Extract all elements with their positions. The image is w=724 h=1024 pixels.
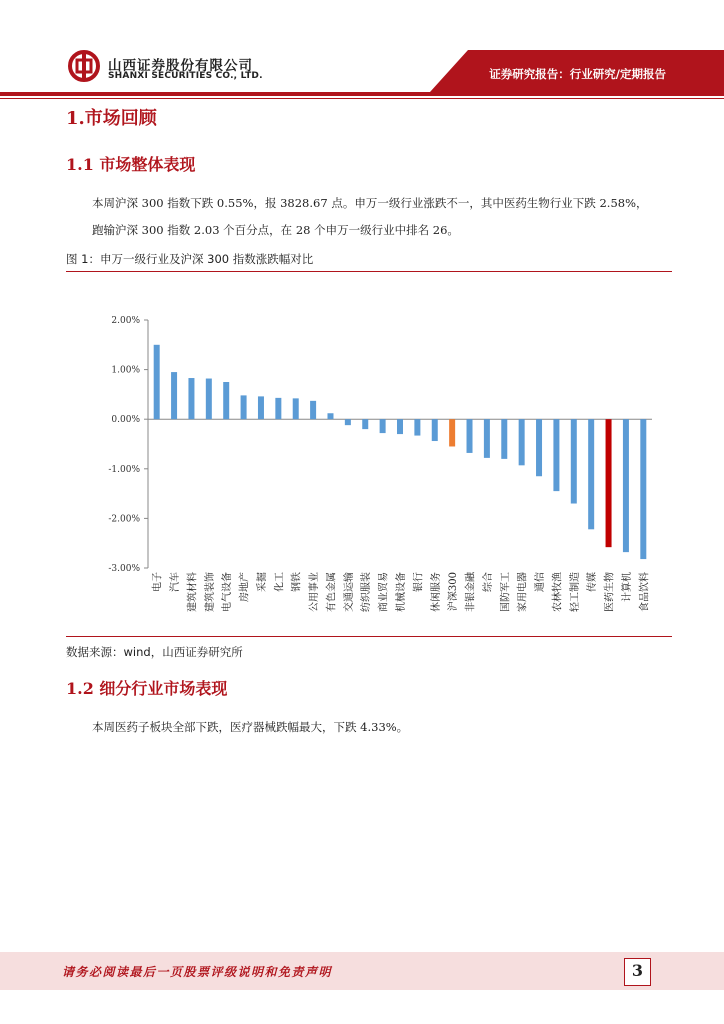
x-tick-label: 钢铁 [291,572,303,592]
bar-非银金融 [467,419,473,453]
x-tick-label: 汽车 [170,572,182,592]
y-tick-label: 1.00% [111,365,140,376]
section-title-overall-performance: 1.1 市场整体表现 [66,155,196,174]
bar-交通运输 [345,419,351,425]
company-logo-icon [68,50,100,82]
bar-计算机 [623,419,629,552]
bar-series [154,345,647,559]
bar-机械设备 [397,419,403,434]
bar-电子 [154,345,160,419]
bar-食品饮料 [640,419,646,559]
y-axis [108,316,652,574]
bar-建筑材料 [188,378,194,419]
overall-paragraph-line-2: 跑输沪深 300 指数 2.03 个百分点，在 28 个申万一级行业中排名 26。 [92,223,459,237]
bar-建筑装饰 [206,379,212,420]
bar-采掘 [258,396,264,419]
page-header [0,0,724,100]
bar-纺织服装 [362,419,368,429]
x-tick-label: 建筑材料 [187,572,199,612]
x-tick-label: 食品饮料 [639,572,651,612]
bar-汽车 [171,372,177,419]
x-tick-label: 建筑装饰 [204,572,216,612]
bar-电气设备 [223,382,229,419]
section-title-market-review: 1.市场回顾 [66,108,157,129]
x-tick-label: 纺织服装 [361,572,373,612]
bar-有色金属 [327,413,333,419]
page-number-box [624,958,651,986]
bar-公用事业 [310,401,316,419]
x-tick-label: 农林牧渔 [552,572,564,612]
x-axis-labels [151,571,651,612]
x-tick-label: 银行 [413,572,425,592]
y-tick-label: -2.00% [108,514,140,525]
x-tick-label: 交通运输 [343,572,355,612]
header-band [0,0,724,100]
x-tick-label: 沪深300 [448,572,460,612]
bar-化工 [275,398,281,419]
x-tick-label: 机械设备 [396,572,407,612]
footer-disclaimer: 请务必阅读最后一页股票评级说明和免责声明 [62,965,333,979]
report-type-tag: 证券研究报告：行业研究/定期报告 [489,67,666,81]
chart-svg [66,272,672,636]
page-number: 3 [631,961,644,980]
x-tick-label: 有色金属 [326,572,338,612]
company-name-en: SHANXI SECURITIES CO., LTD. [108,71,263,81]
figure-caption: 图 1：申万一级行业及沪深 300 指数涨跌幅对比 [66,252,314,266]
bar-房地产 [241,395,247,419]
section-title-subsector-performance: 1.2 细分行业市场表现 [66,679,228,698]
x-tick-label: 电气设备 [222,572,234,612]
company-name-cn: 山西证券股份有限公司 [108,58,253,74]
source-divider [66,636,672,637]
bar-休闲服务 [432,419,438,441]
x-tick-label: 通信 [535,572,547,592]
bar-传媒 [588,419,594,529]
x-tick-label: 采掘 [256,572,268,592]
bar-国防军工 [501,419,507,459]
x-tick-label: 轻工制造 [569,572,581,612]
bar-医药生物 [606,419,612,547]
y-tick-label: 2.00% [111,316,140,326]
x-tick-label: 计算机 [621,572,633,602]
bar-农林牧渔 [553,419,559,491]
x-tick-label: 综合 [482,572,494,592]
x-tick-label: 房地产 [239,572,251,602]
x-tick-label: 非银金融 [465,572,477,612]
bar-钢铁 [293,398,299,419]
y-tick-label: 0.00% [111,415,140,426]
bar-通信 [536,419,542,476]
y-tick-label: -3.00% [108,564,140,574]
x-tick-label: 国防军工 [500,572,512,612]
bar-家用电器 [519,419,525,465]
industry-return-chart [66,272,672,636]
bar-轻工制造 [571,419,577,503]
figure-source: 数据来源：wind，山西证券研究所 [66,645,243,659]
x-tick-label: 传媒 [587,572,599,592]
x-tick-label: 家用电器 [517,572,529,612]
overall-paragraph-line-1: 本周沪深 300 指数下跌 0.55%，报 3828.67 点。申万一级行业涨跌不一，其中医药生物行业下跌 2.58%， [92,196,648,210]
y-tick-label: -1.00% [108,464,140,475]
x-tick-label: 商业贸易 [378,572,390,612]
bar-银行 [414,419,420,435]
x-tick-label: 休闲服务 [430,572,442,612]
x-tick-label: 电子 [152,572,164,592]
x-tick-label: 化工 [274,572,286,592]
bar-综合 [484,419,490,458]
bar-商业贸易 [380,419,386,433]
bar-沪深300 [449,419,455,446]
x-tick-label: 公用事业 [309,572,321,612]
subsector-paragraph: 本周医药子板块全部下跌，医疗器械跌幅最大，下跌 4.33%。 [92,720,409,734]
x-tick-label: 医药生物 [604,572,616,612]
